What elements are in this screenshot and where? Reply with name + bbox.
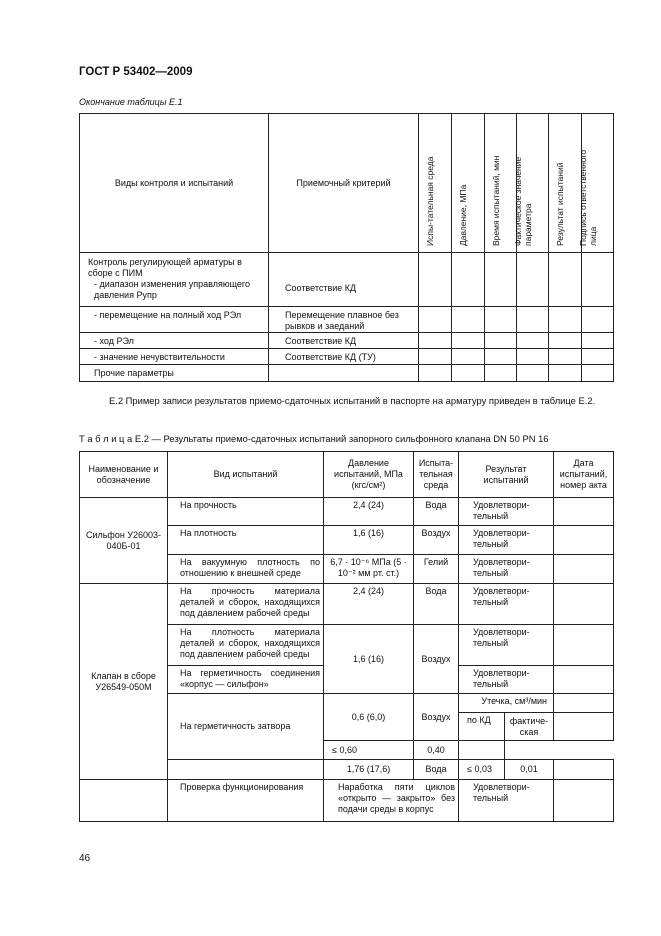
t1-header-criterion: Приемочный критерий — [269, 114, 419, 253]
t2-test: На прочность — [168, 498, 324, 526]
t2-pressure: 0,6 (6,0) — [324, 694, 414, 741]
t2-result: Удовлетвори-тельный — [459, 780, 554, 822]
t2-medium: Вода — [414, 760, 459, 780]
t2-leak-fact-header: фактиче-ская — [505, 713, 554, 741]
t2-test: На вакуумную плотность по отношению к внешней среде — [168, 555, 324, 584]
table-e2 — [79, 451, 614, 822]
t2-pressure: 1,76 (17,6) — [324, 760, 414, 780]
t1-row-criterion: Перемещение плавное без рывков и заеданий — [269, 307, 419, 333]
t2-group-name: Сильфон У26003-040Б-01 — [80, 498, 168, 584]
t1-header-result: Результат испытаний — [549, 114, 582, 253]
t2-result: Удовлетвори-тельный — [459, 526, 554, 555]
t2-pressure: 1,6 (16) — [324, 625, 414, 694]
t2-medium: Воздух — [414, 625, 459, 694]
t1-header-kind: Виды контроля и испытаний — [80, 114, 269, 253]
t2-medium: Гелий — [414, 555, 459, 584]
t2-test: На герметичность затвора — [168, 694, 324, 760]
t2-result: Удовлетвори-тельный — [459, 625, 554, 666]
document-header: ГОСТ Р 53402—2009 — [79, 66, 193, 78]
t2-header-name: Наименование и обозначение — [80, 452, 168, 498]
t2-pressure: 6,7 · 10⁻⁶ МПа (5 · 10⁻² мм рт. ст.) — [324, 555, 414, 584]
paragraph-e2: Е.2 Пример записи результатов приемо-сдаточных испытаний в паспорте на арматуру приведен в таблице Е.2. — [109, 395, 596, 406]
t1-row-label: Контроль регулирующей арматуры в сборе с ПИМ - диапазон изменения управляющего давления Pупр — [80, 253, 269, 307]
t1-header-signature: Подпись ответственного лица — [582, 114, 614, 253]
table-e2-caption: Т а б л и ц а Е.2 — Результаты приемо-сдаточных испытаний запорного сильфонного клапана DN 50 PN 16 — [79, 433, 549, 444]
t2-result: Удовлетвори-тельный — [459, 555, 554, 584]
table-continuation-label: Окончание таблицы Е.1 — [79, 97, 183, 107]
t2-medium: Вода — [414, 498, 459, 526]
t1-header-time: Время испытаний, мин — [485, 114, 517, 253]
t2-leak-kd: ≤ 0,60 — [324, 741, 414, 760]
t2-leak-kd: ≤ 0,03 — [459, 760, 505, 780]
t2-header-medium: Испыта-тельная среда — [414, 452, 459, 498]
t2-test: На герметичность соединения «корпус — сильфон» — [168, 666, 324, 694]
t1-header-medium: Испы-тательная среда — [419, 114, 452, 253]
t2-medium: Вода — [414, 584, 459, 625]
t2-leak-fact: 0,01 — [505, 760, 554, 780]
t2-result: Удовлетвори-тельный — [459, 584, 554, 625]
t2-test: Проверка функционирования — [168, 780, 324, 822]
t2-pressure: 2,4 (24) — [324, 498, 414, 526]
t2-result: Удовлетвори-тельный — [459, 666, 554, 694]
t1-header-pressure: Давление, МПа — [452, 114, 485, 253]
t1-row-label: - перемещение на полный ход РЭл — [80, 307, 269, 333]
t2-pressure: Наработка пяти циклов «открыто — закрыто» без подачи среды в корпус — [324, 780, 459, 822]
t2-header-date: Дата испытаний, номер акта — [554, 452, 614, 498]
t2-header-pressure: Давление испытаний, МПа (кгс/см²) — [324, 452, 414, 498]
t2-test: На плотность материала деталей и сборок, находящихся под давлением рабочей среды — [168, 625, 324, 666]
t2-result: Удовлетвори-тельный — [459, 498, 554, 526]
t1-row-criterion: Соответствие КД — [269, 253, 419, 307]
t2-leak-kd-header: по КД — [459, 713, 505, 741]
t2-pressure: 2,4 (24) — [324, 584, 414, 625]
t2-pressure: 1,6 (16) — [324, 526, 414, 555]
t1-row-criterion: Соответствие КД — [269, 333, 419, 349]
t2-header-result: Результат испытаний — [459, 452, 554, 498]
t1-row-criterion: Соответствие КД (ТУ) — [269, 349, 419, 365]
t2-test: На плотность — [168, 526, 324, 555]
table-e1 — [79, 113, 614, 382]
t1-row-label: Прочие параметры — [80, 365, 269, 382]
t1-row-label: - ход РЭл — [80, 333, 269, 349]
page-number: 46 — [79, 853, 91, 864]
t2-test: На прочность материала деталей и сборок, находящихся под давлением рабочей среды — [168, 584, 324, 625]
t2-medium: Воздух — [414, 694, 459, 741]
t2-leak-fact: 0,40 — [414, 741, 459, 760]
t1-header-actual: Фактическое значение параметра — [517, 114, 549, 253]
t2-header-test: Вид испытаний — [168, 452, 324, 498]
t1-row-label: - значение нечувствительности — [80, 349, 269, 365]
t2-medium: Воздух — [414, 526, 459, 555]
t2-leak-header: Утечка, см³/мин — [459, 694, 554, 713]
t2-group-name: Клапан в сборе У26549-050М — [80, 584, 168, 780]
